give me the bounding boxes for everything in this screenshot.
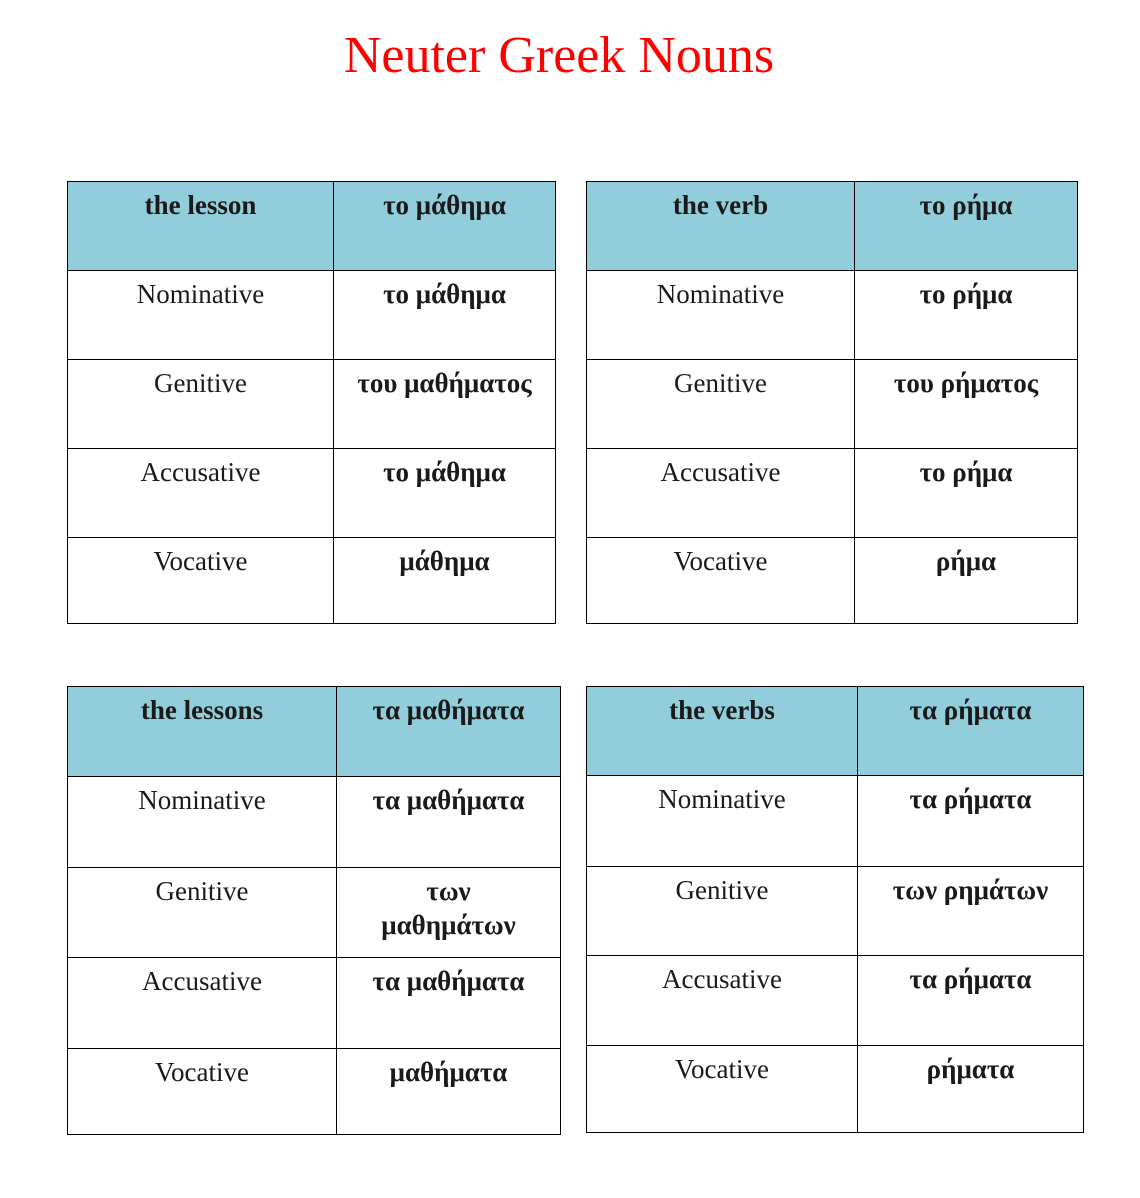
table-row <box>68 271 556 360</box>
table-row <box>68 868 561 958</box>
table-row <box>587 449 1078 538</box>
case-label: Genitive <box>587 867 858 956</box>
header-english: the verb <box>587 182 855 271</box>
table-header-row <box>587 182 1078 271</box>
declension-table-verbs <box>586 686 1084 1133</box>
case-label: Vocative <box>587 538 855 624</box>
table-row <box>68 449 556 538</box>
table-row <box>68 777 561 868</box>
case-label: Accusative <box>587 956 858 1046</box>
declension-table-verb <box>586 181 1078 624</box>
header-greek: τα ρήματα <box>858 687 1084 776</box>
case-label: Vocative <box>68 538 334 624</box>
declension-table-lessons <box>67 686 561 1135</box>
table-row <box>587 1046 1084 1133</box>
noun-form: ρήματα <box>858 1046 1084 1133</box>
header-greek: το ρήμα <box>855 182 1078 271</box>
header-english: the lesson <box>68 182 334 271</box>
declension-table-lesson <box>67 181 556 624</box>
table-header-row <box>68 687 561 777</box>
table-header-row <box>587 687 1084 776</box>
case-label: Accusative <box>68 449 334 538</box>
table-row <box>587 360 1078 449</box>
noun-form: τα ρήματα <box>858 776 1084 867</box>
case-label: Genitive <box>587 360 855 449</box>
header-greek: τα μαθήματα <box>337 687 561 777</box>
noun-form: το ρήμα <box>855 271 1078 360</box>
table-row <box>587 271 1078 360</box>
case-label: Vocative <box>587 1046 858 1133</box>
noun-form: μάθημα <box>334 538 556 624</box>
header-english: the lessons <box>68 687 337 777</box>
header-english: the verbs <box>587 687 858 776</box>
noun-form: του ρήματος <box>855 360 1078 449</box>
noun-form: των μαθημάτων <box>337 868 561 958</box>
case-label: Nominative <box>68 777 337 868</box>
case-label: Accusative <box>587 449 855 538</box>
table-row <box>68 958 561 1049</box>
case-label: Genitive <box>68 360 334 449</box>
case-label: Genitive <box>68 868 337 958</box>
table-row <box>587 867 1084 956</box>
case-label: Nominative <box>587 271 855 360</box>
case-label: Nominative <box>68 271 334 360</box>
noun-form: το ρήμα <box>855 449 1078 538</box>
noun-form: του μαθήματος <box>334 360 556 449</box>
table-header-row <box>68 182 556 271</box>
noun-form: μαθήματα <box>337 1049 561 1135</box>
table-row <box>68 1049 561 1135</box>
page-title: Neuter Greek Nouns <box>343 27 775 84</box>
noun-form: τα ρήματα <box>858 956 1084 1046</box>
table-row <box>68 538 556 624</box>
noun-form: τα μαθήματα <box>337 777 561 868</box>
noun-form: ρήμα <box>855 538 1078 624</box>
noun-form: των ρημάτων <box>858 867 1084 956</box>
table-row <box>587 538 1078 624</box>
table-row <box>587 776 1084 867</box>
table-row <box>68 360 556 449</box>
case-label: Vocative <box>68 1049 337 1135</box>
header-greek: το μάθημα <box>334 182 556 271</box>
noun-form: το μάθημα <box>334 449 556 538</box>
case-label: Nominative <box>587 776 858 867</box>
noun-form: τα μαθήματα <box>337 958 561 1049</box>
noun-form: το μάθημα <box>334 271 556 360</box>
table-row <box>587 956 1084 1046</box>
case-label: Accusative <box>68 958 337 1049</box>
